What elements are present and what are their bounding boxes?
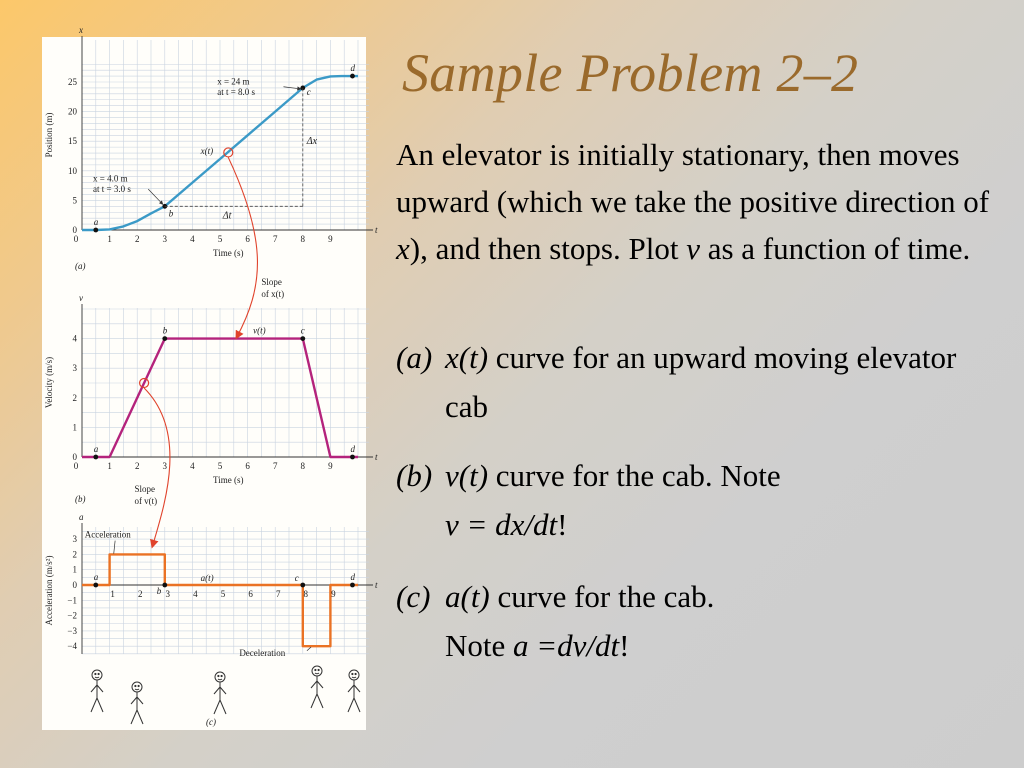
y-tick-label: −1 bbox=[67, 595, 77, 606]
x-tick-label: 9 bbox=[328, 461, 333, 471]
slope-v-label-line2: of v(t) bbox=[134, 496, 158, 506]
stick-figure-mouth bbox=[135, 689, 139, 690]
y-tick-label: 0 bbox=[72, 580, 77, 590]
axis-variable-label: v bbox=[79, 293, 83, 303]
point-label-d: d bbox=[350, 572, 355, 582]
delta-x-label: Δx bbox=[306, 136, 318, 148]
x-tick-label: 3 bbox=[165, 589, 171, 599]
stick-figure bbox=[91, 670, 103, 712]
stick-figure-eye bbox=[315, 669, 316, 670]
x-tick-label: 5 bbox=[217, 461, 223, 471]
deceleration-label: Deceleration bbox=[239, 647, 286, 658]
point-label-a: a bbox=[93, 217, 99, 227]
figure-panel bbox=[42, 25, 378, 730]
point-label-b: b bbox=[162, 325, 168, 336]
y-tick-label: 5 bbox=[72, 195, 77, 206]
data-point-c bbox=[300, 336, 305, 341]
x-tick-label: 6 bbox=[245, 461, 250, 471]
point-label-d: d bbox=[350, 444, 355, 454]
stick-figure-leg bbox=[348, 698, 354, 712]
stick-figure-leg bbox=[131, 710, 137, 724]
point-label-b: b bbox=[156, 586, 162, 596]
x-tick-label: 0 bbox=[73, 234, 79, 244]
stick-figure-arm bbox=[131, 697, 137, 704]
data-point-c bbox=[300, 583, 305, 588]
item-b-end: ! bbox=[557, 507, 568, 542]
intro-text-3: as a function of time. bbox=[699, 231, 971, 266]
data-point-d bbox=[350, 583, 355, 588]
point-label-c: c bbox=[300, 325, 305, 336]
deceleration-pointer bbox=[307, 647, 311, 651]
item-a-text: curve for an upward moving elevator cab bbox=[445, 340, 957, 424]
item-c-text: curve for the cab. bbox=[489, 579, 715, 614]
stick-figure-mouth bbox=[352, 677, 356, 678]
elevator-motion-figure bbox=[42, 25, 378, 730]
stick-figure-eye bbox=[218, 675, 219, 676]
slope-v-label-line1: Slope bbox=[134, 484, 155, 494]
annotation-b-line2: at t = 3.0 s bbox=[93, 184, 131, 195]
item-c-note: Note bbox=[445, 628, 514, 663]
x-tick-label: 6 bbox=[245, 234, 250, 244]
x-tick-label: 4 bbox=[190, 234, 195, 244]
axis-variable-label: x bbox=[79, 25, 83, 35]
curve-label-x: x(t) bbox=[200, 146, 214, 157]
x-tick-label: 2 bbox=[137, 589, 143, 599]
item-c-marker: (c) bbox=[396, 579, 431, 614]
point-label-b: b bbox=[168, 208, 174, 219]
stick-figure-mouth bbox=[218, 679, 222, 680]
item-b-function: v(t) bbox=[445, 458, 489, 493]
stick-figure-leg bbox=[311, 694, 317, 708]
stick-figure-leg bbox=[354, 698, 360, 712]
y-tick-label: 1 bbox=[72, 422, 77, 433]
stick-figure-mouth bbox=[95, 677, 99, 678]
y-tick-label: 25 bbox=[68, 77, 77, 87]
point-label-a: a bbox=[93, 444, 99, 454]
y-tick-label: −2 bbox=[67, 610, 77, 621]
x-tick-label: 0 bbox=[73, 461, 79, 471]
stick-figure-head bbox=[215, 672, 225, 682]
point-label-d: d bbox=[350, 63, 355, 74]
stick-figure-arm bbox=[91, 685, 97, 692]
y-tick-label: 2 bbox=[72, 549, 77, 560]
intro-text-2: ), and then stops. Plot bbox=[409, 231, 687, 266]
y-tick-label: 1 bbox=[72, 564, 77, 575]
axes-layer bbox=[82, 36, 373, 654]
stick-figure-eye bbox=[138, 685, 139, 686]
stick-figure bbox=[131, 682, 143, 724]
stick-figure-leg bbox=[91, 698, 97, 712]
acceleration-label: Acceleration bbox=[84, 529, 131, 540]
y-axis-label: Position (m) bbox=[44, 112, 54, 158]
stick-figure bbox=[214, 672, 226, 714]
stick-figure-eye bbox=[221, 675, 222, 676]
data-point-d bbox=[350, 74, 355, 79]
stick-figure-leg bbox=[220, 700, 226, 714]
y-tick-label: −3 bbox=[67, 625, 77, 636]
item-c bbox=[396, 572, 1006, 670]
caption-a: (a) bbox=[75, 261, 86, 271]
data-point-d bbox=[350, 455, 355, 460]
x-tick-label: 3 bbox=[162, 234, 168, 244]
data-point-a bbox=[93, 583, 98, 588]
stick-figure-head bbox=[312, 666, 322, 676]
x-tick-label: 8 bbox=[300, 234, 306, 244]
annotation-b-line1: x = 4.0 m bbox=[93, 173, 128, 184]
stick-figure-leg bbox=[137, 710, 143, 724]
x-tick-label: 1 bbox=[107, 461, 112, 471]
data-point-a bbox=[93, 228, 98, 233]
y-tick-label: 2 bbox=[72, 392, 77, 403]
intro-text-1: An elevator is initially stationary, then moves upward (which we take the positive direction of bbox=[396, 137, 990, 219]
x-tick-label: 3 bbox=[162, 461, 168, 471]
stick-figure-eye bbox=[318, 669, 319, 670]
stick-figure bbox=[311, 666, 323, 708]
x-tick-label: 7 bbox=[272, 461, 278, 471]
item-b bbox=[396, 451, 1006, 549]
point-label-a: a bbox=[93, 572, 99, 582]
x-tick-label: 4 bbox=[193, 589, 198, 599]
item-a-function: x(t) bbox=[445, 340, 489, 375]
x-tick-label: 7 bbox=[275, 589, 281, 599]
stick-figure-arm bbox=[137, 697, 143, 704]
stick-figure-leg bbox=[214, 700, 220, 714]
stick-figure-arm bbox=[220, 687, 226, 694]
data-point-b bbox=[162, 336, 167, 341]
y-tick-label: 15 bbox=[68, 136, 77, 147]
slope-x-label-line1: Slope bbox=[261, 277, 282, 287]
stick-figure-arm bbox=[348, 685, 354, 692]
x-axis-label: Time (s) bbox=[213, 475, 244, 485]
slope-x-label-line2: of x(t) bbox=[261, 289, 285, 299]
stick-figure-leg bbox=[317, 694, 323, 708]
stick-figure-arm bbox=[317, 681, 323, 688]
item-c-function: a(t) bbox=[445, 579, 490, 614]
x-tick-label: 9 bbox=[331, 589, 336, 599]
x-tick-label: 1 bbox=[110, 589, 115, 599]
item-b-marker: (b) bbox=[396, 458, 433, 493]
x-tick-label: 7 bbox=[272, 234, 278, 244]
stick-figure-arm bbox=[354, 685, 360, 692]
item-c-end: ! bbox=[619, 628, 630, 663]
x-tick-label: 8 bbox=[303, 589, 309, 599]
x-tick-label: 9 bbox=[328, 234, 333, 244]
annotation-b-pointer bbox=[148, 189, 163, 204]
stick-figure bbox=[348, 670, 360, 712]
stick-figure-mouth bbox=[315, 673, 319, 674]
t-axis-label: t bbox=[375, 452, 378, 462]
curve-label-v: v(t) bbox=[253, 325, 266, 336]
t-axis-label: t bbox=[375, 580, 378, 590]
caption-b: (b) bbox=[75, 494, 86, 504]
x-tick-label: 2 bbox=[134, 461, 140, 471]
x-tick-label: 2 bbox=[134, 234, 140, 244]
item-b-equation: v = dx/dt bbox=[445, 507, 558, 542]
stick-figures bbox=[91, 666, 360, 724]
y-axis-label: Velocity (m/s) bbox=[44, 356, 54, 409]
x-tick-label: 6 bbox=[248, 589, 253, 599]
stick-figure-leg bbox=[97, 698, 103, 712]
point-label-c: c bbox=[306, 86, 311, 97]
stick-figure-arm bbox=[214, 687, 220, 694]
x-tick-label: 5 bbox=[217, 234, 223, 244]
delta-t-label: Δt bbox=[222, 210, 232, 222]
stick-figure-eye bbox=[355, 673, 356, 674]
x-tick-label: 8 bbox=[300, 461, 306, 471]
intro-var-x: x bbox=[396, 231, 410, 266]
data-point-a bbox=[93, 455, 98, 460]
stick-figure-head bbox=[132, 682, 142, 692]
y-axis-label: Acceleration (m/s²) bbox=[44, 555, 54, 626]
y-tick-label: 20 bbox=[68, 106, 77, 117]
slide-title: Sample Problem 2–2 bbox=[402, 43, 859, 103]
marks-layer bbox=[93, 74, 354, 651]
x-tick-label: 5 bbox=[220, 589, 226, 599]
stick-figure-head bbox=[92, 670, 102, 680]
y-tick-label: −4 bbox=[67, 641, 77, 652]
item-a bbox=[396, 333, 1006, 431]
caption-c: (c) bbox=[206, 717, 216, 727]
stick-figure-arm bbox=[311, 681, 317, 688]
x-tick-label: 1 bbox=[107, 234, 112, 244]
y-tick-label: 10 bbox=[68, 165, 77, 176]
t-axis-label: t bbox=[375, 225, 378, 235]
stick-figure-eye bbox=[95, 673, 96, 674]
annotation-c-line2: at t = 8.0 s bbox=[217, 87, 256, 98]
stick-figure-head bbox=[349, 670, 359, 680]
curve-label-a: a(t) bbox=[200, 573, 214, 583]
data-point-b bbox=[162, 583, 167, 588]
x-axis-label: Time (s) bbox=[213, 248, 244, 258]
point-label-c: c bbox=[294, 573, 299, 583]
acceleration-pointer bbox=[114, 541, 115, 554]
x-tick-label: 4 bbox=[190, 461, 195, 471]
item-a-marker: (a) bbox=[396, 340, 433, 375]
stick-figure-eye bbox=[135, 685, 136, 686]
y-tick-label: 4 bbox=[72, 333, 77, 344]
intro-var-v: v bbox=[686, 231, 700, 266]
grid-layer bbox=[82, 40, 369, 654]
item-c-equation: a =dv/dt bbox=[513, 628, 620, 663]
text-layer bbox=[44, 25, 378, 727]
stick-figure-eye bbox=[98, 673, 99, 674]
stick-figure-eye bbox=[352, 673, 353, 674]
stick-figure-arm bbox=[97, 685, 103, 692]
y-tick-label: 0 bbox=[72, 452, 77, 462]
y-tick-label: 3 bbox=[72, 363, 77, 374]
y-tick-label: 0 bbox=[72, 225, 77, 235]
annotation-c-line1: x = 24 m bbox=[217, 76, 250, 87]
y-tick-label: 3 bbox=[72, 534, 77, 545]
item-b-text: curve for the cab. Note bbox=[488, 458, 781, 493]
axis-variable-label: a bbox=[79, 512, 84, 522]
intro-paragraph bbox=[396, 131, 996, 272]
